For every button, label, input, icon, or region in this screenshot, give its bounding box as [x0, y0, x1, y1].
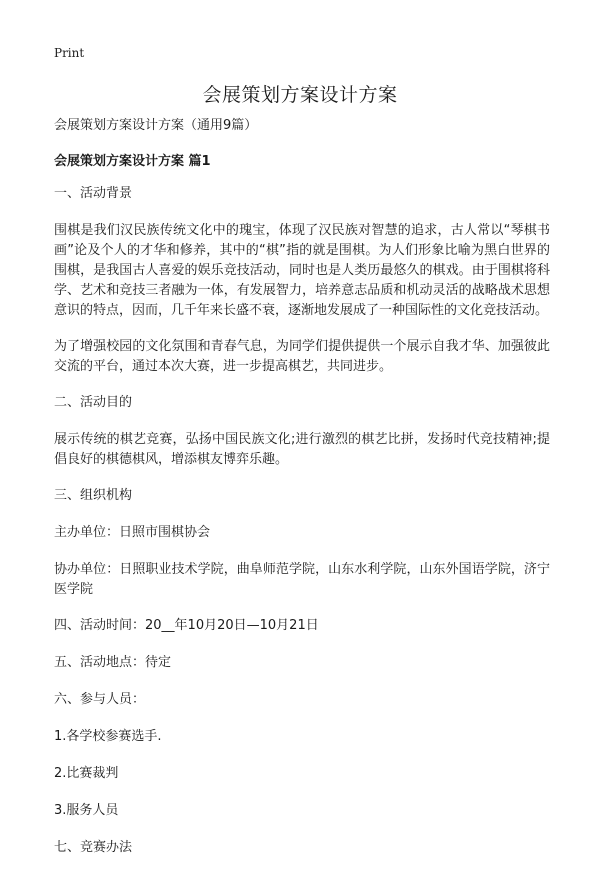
paragraph-purpose-intro: 为了增强校园的文化氛围和青春气息，为同学们提供提供一个展示自我才华、加强彼此交流的平台，通过本次大赛，进一步提高棋艺，共同进步。 [54, 339, 550, 374]
participant-item: 2.比赛裁判 [54, 766, 119, 781]
heading-organization: 三、组织机构 [54, 488, 133, 503]
document-subtitle: 会展策划方案设计方案（通用9篇） [54, 118, 258, 133]
document-title: 会展策划方案设计方案 [202, 84, 398, 106]
organizer-line: 主办单位：日照市围棋协会 [54, 525, 211, 540]
paragraph-purpose: 展示传统的棋艺竞赛，弘扬中国民族文化;进行激烈的棋艺比拼，发扬时代竞技精神;提倡良好的棋德棋风，增添棋友博弈乐趣。 [54, 432, 550, 467]
print-label: Print [54, 46, 85, 60]
participant-item: 3.服务人员 [54, 803, 119, 818]
document-body [54, 116, 550, 875]
event-location-line: 五、活动地点：待定 [54, 655, 172, 670]
paragraph-background: 围棋是我们汉民族传统文化中的瑰宝，体现了汉民族对智慧的追求，古人常以“琴棋书画”论及个人的才华和修养，其中的“棋”指的就是围棋。为人们形象比喻为黑白世界的围棋，是我国古人喜爱的娱乐竞技活动，同时也是人类历最悠久的棋戏。由于围棋将科学、艺术和竞技三者融为一体，有发展智力，培养意志品质和机动灵活的战略战术思想意识的特点，因而，几千年来长盛不衰，逐渐地发展成了一种国际性的文化竞技活动。 [54, 223, 550, 318]
participant-item: 1.各学校参赛选手. [54, 729, 162, 744]
participants-heading: 六、参与人员： [54, 692, 146, 707]
event-time-line: 四、活动时间：20__年10月20日—10月21日 [54, 618, 319, 633]
heading-competition-rules: 七、竞赛办法 [54, 840, 133, 855]
heading-purpose: 二、活动目的 [54, 395, 133, 410]
co-organizer-line: 协办单位：日照职业技术学院，曲阜师范学院，山东水利学院，山东外国语学院，济宁医学院 [54, 562, 550, 597]
heading-background: 一、活动背景 [54, 186, 133, 201]
section-title: 会展策划方案设计方案 篇1 [54, 154, 211, 169]
